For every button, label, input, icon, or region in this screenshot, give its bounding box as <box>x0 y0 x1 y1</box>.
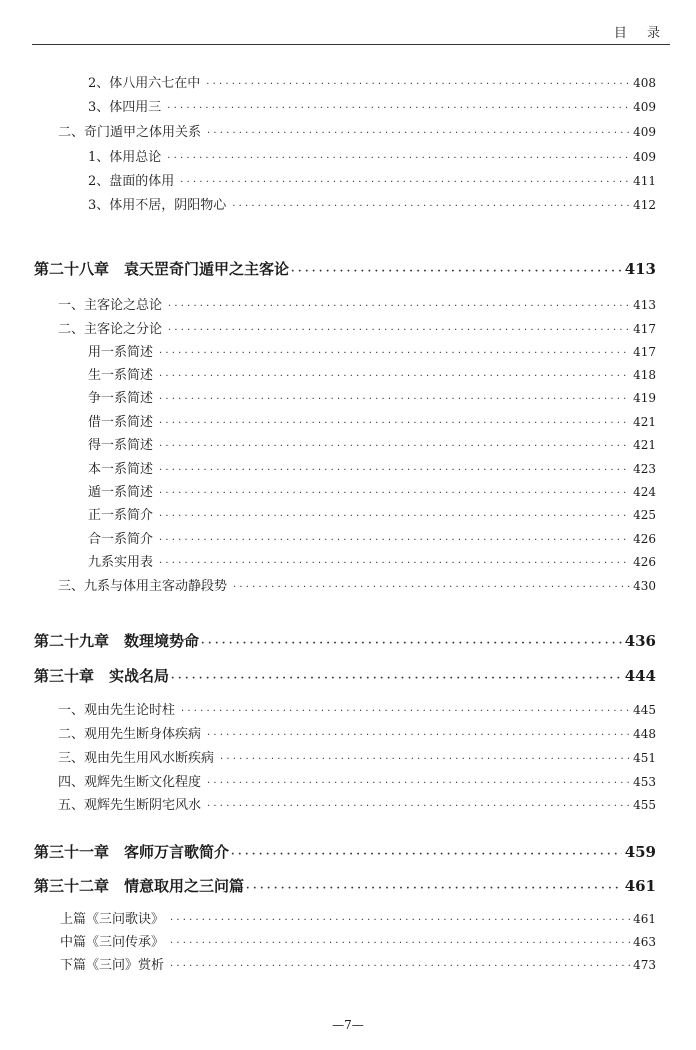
toc-chapter-title: 第三十二章 情意取用之三问篇 <box>34 877 245 895</box>
toc-chapter-page: 413 <box>624 260 656 278</box>
toc-entry-title: 五、观辉先生断阴宅风水 <box>58 798 202 813</box>
dot-leader <box>159 371 630 382</box>
toc-entry-title: 一、主客论之总论 <box>58 298 163 313</box>
toc-entry[interactable] <box>58 121 656 140</box>
dot-leader <box>233 582 630 593</box>
toc-entry-title: 三、九系与体用主客动静段势 <box>58 579 228 594</box>
dot-leader <box>159 465 630 476</box>
toc-entry-page: 417 <box>633 322 656 336</box>
toc-entry-page: 426 <box>633 532 656 546</box>
toc-entry-page: 417 <box>633 345 656 359</box>
toc-entry-title: 1、体用总论 <box>88 150 162 165</box>
toc-entry-page: 453 <box>633 775 656 789</box>
toc-entry-page: 473 <box>633 958 656 972</box>
toc-entry-title: 二、主客论之分论 <box>58 322 163 337</box>
toc-entry-page: 411 <box>633 174 656 188</box>
toc-entry[interactable] <box>88 194 656 213</box>
toc-entry-page: 409 <box>633 125 656 139</box>
toc-entry-page: 412 <box>633 198 656 212</box>
toc-entry-title: 用一系简述 <box>88 345 154 360</box>
dot-leader <box>207 801 630 812</box>
toc-entry-title: 三、观由先生用风水断疾病 <box>58 751 215 766</box>
toc-entry[interactable] <box>58 794 656 813</box>
toc-entry[interactable] <box>58 723 656 742</box>
dot-leader <box>159 418 630 429</box>
toc-chapter-page: 444 <box>624 667 656 685</box>
toc-entry-title: 合一系简介 <box>88 532 154 547</box>
toc-entry-title: 正一系简介 <box>88 508 154 523</box>
toc-chapter[interactable] <box>34 665 656 686</box>
toc-entry-page: 423 <box>633 462 656 476</box>
dot-leader <box>232 201 630 212</box>
toc-entry-title: 一、观由先生论时柱 <box>58 703 176 718</box>
toc-chapter-title: 第三十一章 客师万言歌简介 <box>34 843 230 861</box>
toc-entry[interactable] <box>88 364 656 383</box>
toc-entry-page: 455 <box>633 798 656 812</box>
toc-entry[interactable] <box>88 551 656 570</box>
toc-entry-page: 430 <box>633 579 656 593</box>
toc-entry[interactable] <box>88 170 656 189</box>
toc-chapter-page: 461 <box>624 877 656 895</box>
dot-leader <box>170 961 630 972</box>
dot-leader <box>220 754 630 765</box>
toc-entry[interactable] <box>88 72 656 91</box>
dot-leader <box>171 673 622 684</box>
dot-leader <box>159 558 630 569</box>
toc-chapter[interactable] <box>34 841 656 862</box>
toc-entry[interactable] <box>88 481 656 500</box>
toc-entry-page: 425 <box>633 508 656 522</box>
dot-leader <box>201 638 622 649</box>
toc-entry-title: 2、体八用六七在中 <box>88 76 201 91</box>
dot-leader <box>159 441 630 452</box>
toc-entry[interactable] <box>88 458 656 477</box>
toc-entry[interactable] <box>88 146 656 165</box>
toc-entry-title: 2、盘面的体用 <box>88 174 175 189</box>
dot-leader <box>167 153 630 164</box>
dot-leader <box>167 103 630 114</box>
toc-entry-page: 463 <box>633 935 656 949</box>
toc-entry[interactable] <box>88 341 656 360</box>
toc-chapter-page: 459 <box>624 843 656 861</box>
dot-leader <box>159 394 630 405</box>
toc-entry-title: 借一系简述 <box>88 415 154 430</box>
dot-leader <box>168 301 630 312</box>
dot-leader <box>180 177 630 188</box>
toc-entry[interactable] <box>88 434 656 453</box>
toc-entry[interactable] <box>88 504 656 523</box>
dot-leader <box>207 778 630 789</box>
toc-entry-page: 448 <box>633 727 656 741</box>
toc-entry-title: 生一系简述 <box>88 368 154 383</box>
toc-entry-title: 3、体用不居，阴阳物心 <box>88 198 227 213</box>
toc-entry-page: 409 <box>633 150 656 164</box>
toc-entry[interactable] <box>58 747 656 766</box>
dot-leader <box>168 325 630 336</box>
toc-entry-page: 419 <box>633 391 656 405</box>
toc-chapter-title: 第二十九章 数理境势命 <box>34 632 200 650</box>
toc-entry[interactable] <box>88 387 656 406</box>
toc-entry-title: 九系实用表 <box>88 555 154 570</box>
dot-leader <box>170 915 630 926</box>
toc-entry-page: 408 <box>633 76 656 90</box>
dot-leader <box>159 535 630 546</box>
toc-entry-page: 461 <box>633 912 656 926</box>
dot-leader <box>159 348 630 359</box>
toc-entry-title: 中篇《三问传承》 <box>60 935 165 950</box>
running-header: 目 录 <box>613 26 668 41</box>
toc-entry-title: 二、奇门遁甲之体用关系 <box>58 125 202 140</box>
toc-entry-page: 418 <box>633 368 656 382</box>
dot-leader <box>159 488 630 499</box>
dot-leader <box>291 266 622 277</box>
toc-entry-title: 遁一系简述 <box>88 485 154 500</box>
toc-entry-title: 争一系简述 <box>88 391 154 406</box>
dot-leader <box>159 511 630 522</box>
toc-entry-title: 本一系简述 <box>88 462 154 477</box>
toc-entry-page: 413 <box>633 298 656 312</box>
dot-leader <box>246 883 622 894</box>
toc-entry-page: 421 <box>633 415 656 429</box>
page-number: —7— <box>332 1018 364 1032</box>
toc-entry[interactable] <box>58 575 656 594</box>
toc-entry-title: 四、观辉先生断文化程度 <box>58 775 202 790</box>
toc-chapter[interactable] <box>34 630 656 651</box>
toc-entry-page: 426 <box>633 555 656 569</box>
toc-entry-title: 上篇《三问歌诀》 <box>60 912 165 927</box>
toc-entry-page: 421 <box>633 438 656 452</box>
toc-entry-page: 451 <box>633 751 656 765</box>
toc-entry[interactable] <box>88 528 656 547</box>
header-rule <box>32 44 670 45</box>
toc-entry[interactable] <box>88 96 656 115</box>
dot-leader <box>181 706 630 717</box>
dot-leader <box>207 128 630 139</box>
toc-entry[interactable] <box>58 771 656 790</box>
toc-chapter-page: 436 <box>624 632 656 650</box>
toc-chapter-title: 第二十八章 袁天罡奇门遁甲之主客论 <box>34 260 290 278</box>
toc-entry-page: 409 <box>633 100 656 114</box>
toc-entry-page: 424 <box>633 485 656 499</box>
toc-entry-title: 3、体四用三 <box>88 100 162 115</box>
toc-entry[interactable] <box>88 411 656 430</box>
toc-chapter[interactable] <box>34 258 656 279</box>
toc-chapter-title: 第三十章 实战名局 <box>34 667 170 685</box>
toc-entry[interactable] <box>60 954 656 973</box>
toc-chapter[interactable] <box>34 875 656 896</box>
dot-leader <box>170 938 630 949</box>
toc-entry[interactable] <box>60 931 656 950</box>
toc-entry-title: 下篇《三问》赏析 <box>60 958 165 973</box>
toc-entry-page: 445 <box>633 703 656 717</box>
dot-leader <box>207 730 630 741</box>
toc-entry[interactable] <box>58 699 656 718</box>
toc-entry-title: 二、观用先生断身体疾病 <box>58 727 202 742</box>
toc-entry-title: 得一系简述 <box>88 438 154 453</box>
dot-leader <box>231 849 622 860</box>
dot-leader <box>206 79 630 90</box>
toc-entry[interactable] <box>60 908 656 927</box>
toc-entry[interactable] <box>58 318 656 337</box>
toc-entry[interactable] <box>58 294 656 313</box>
